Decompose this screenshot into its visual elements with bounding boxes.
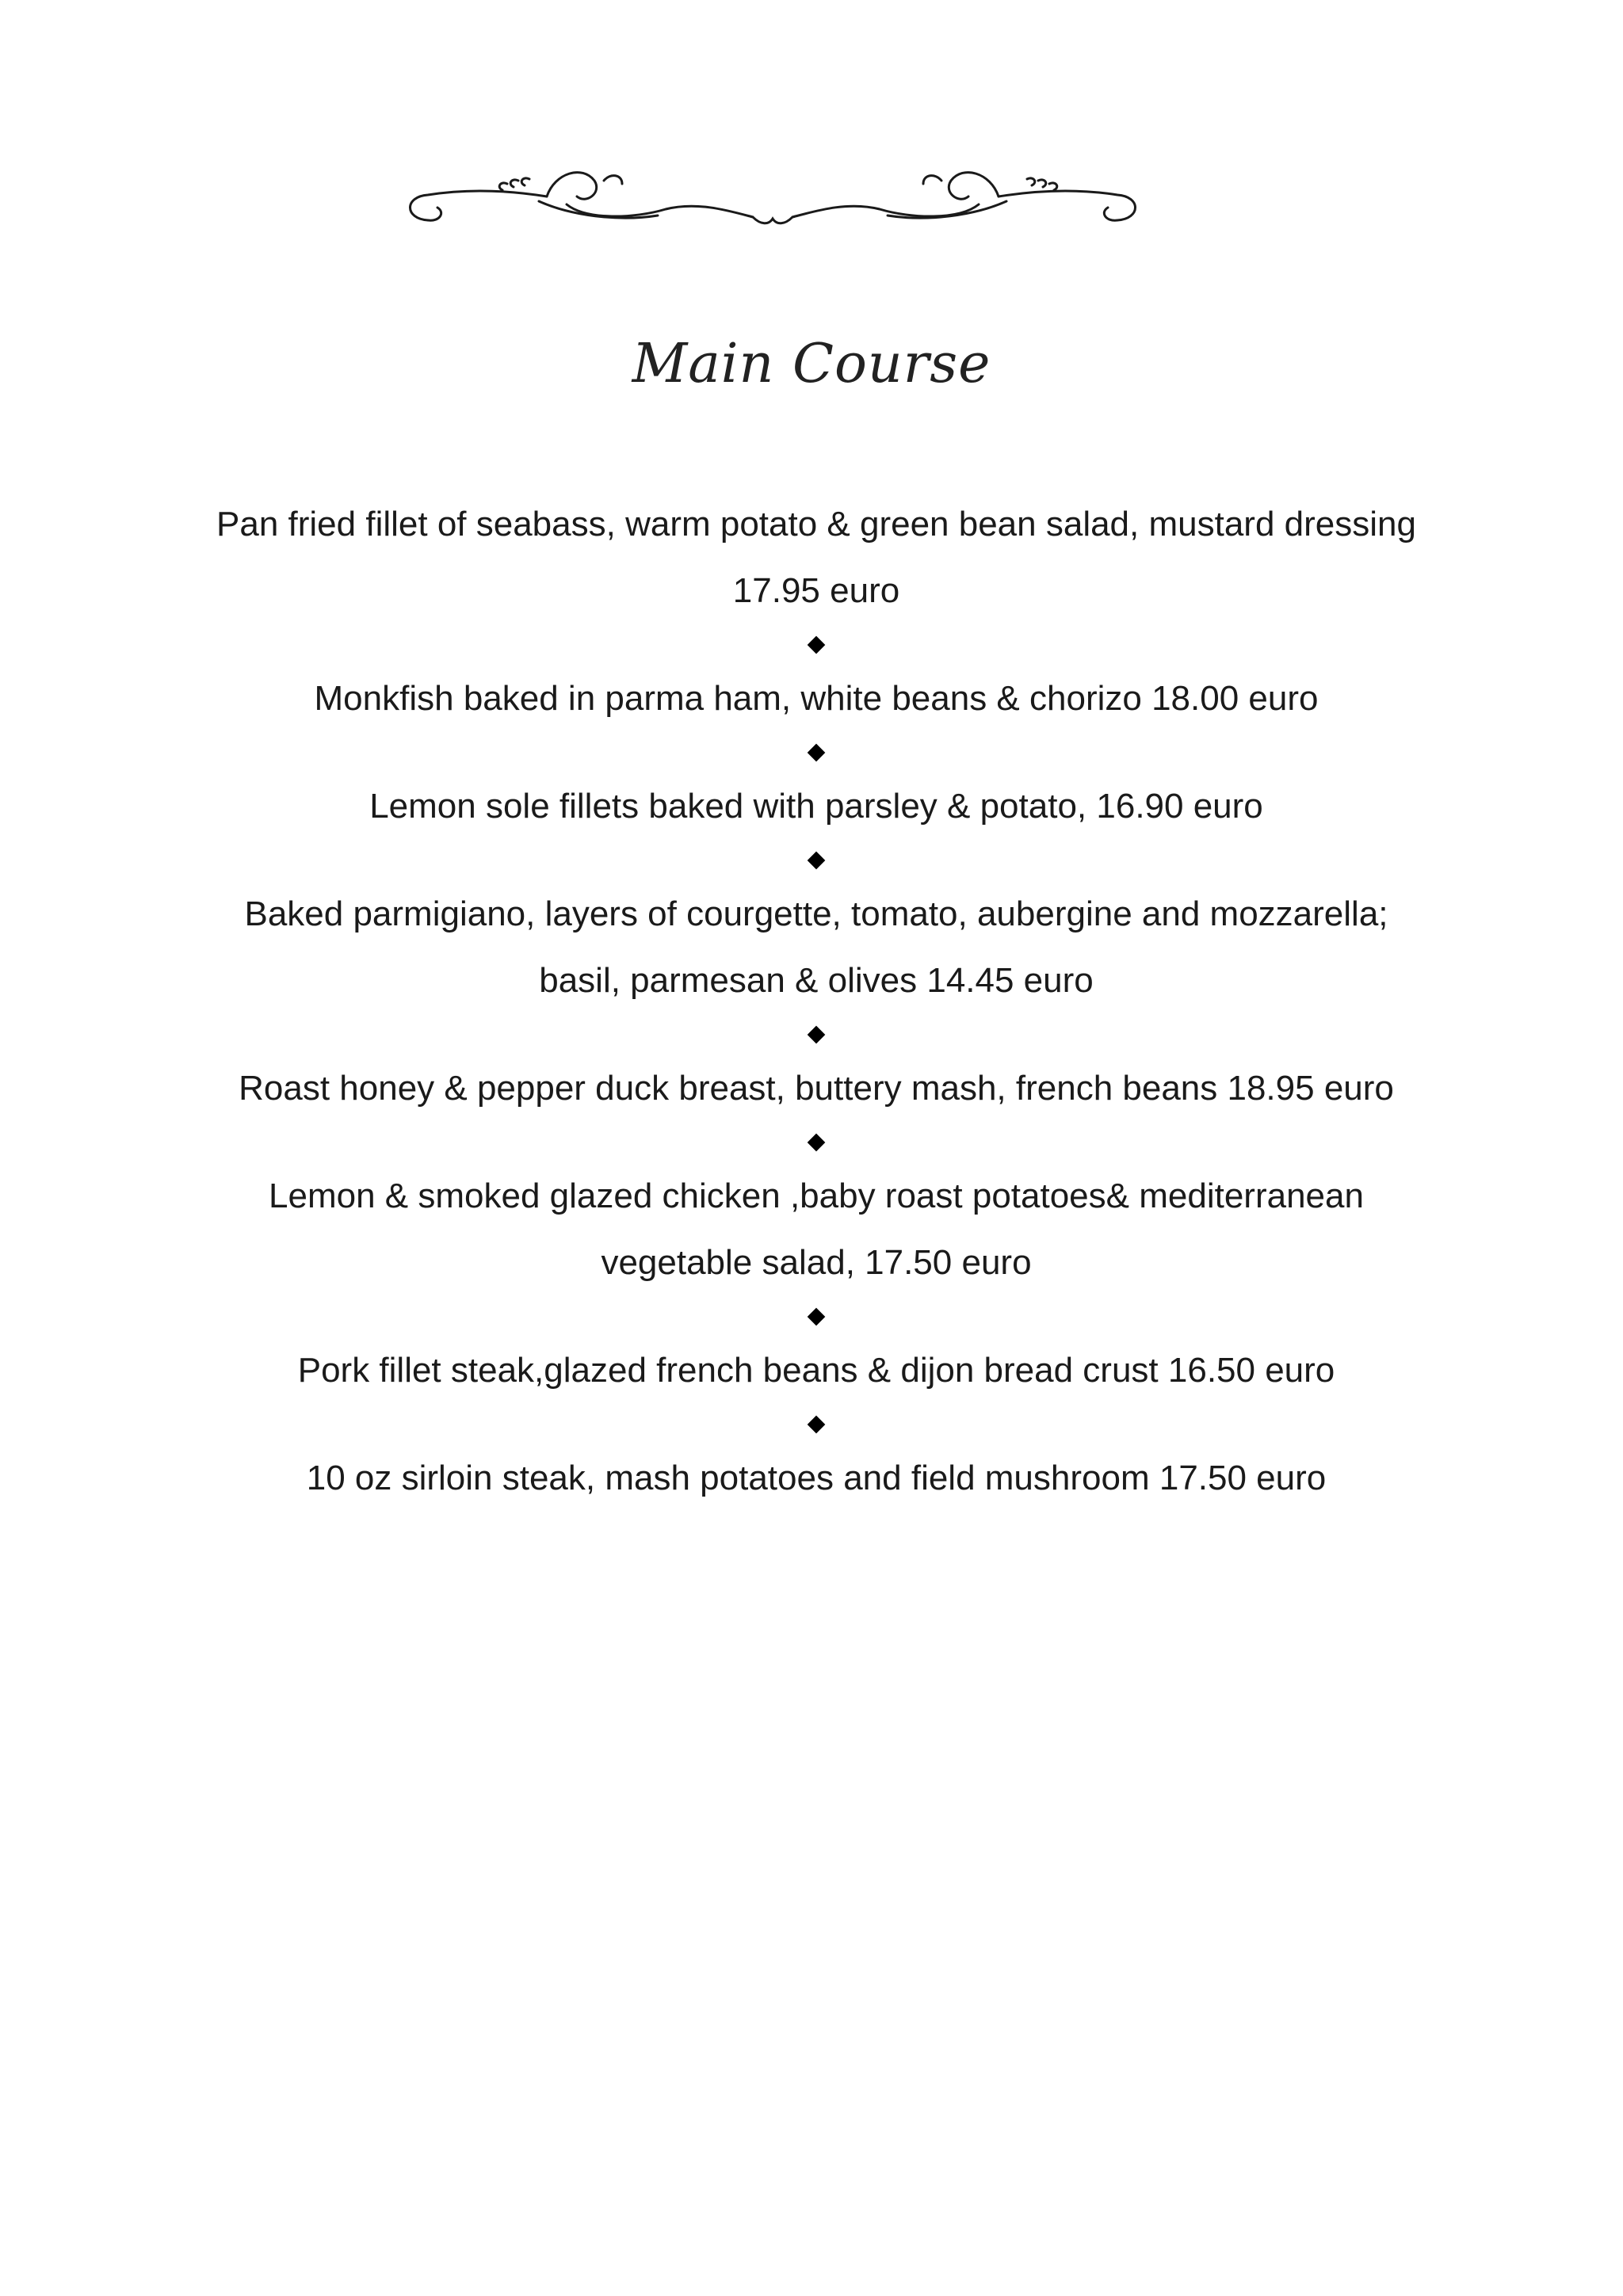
- diamond-icon: [808, 1308, 826, 1326]
- menu-item-text: Roast honey & pepper duck breast, buttery mash, french beans 18.95 euro: [239, 1069, 1394, 1108]
- separator: [103, 624, 1529, 666]
- diamond-icon: [808, 636, 826, 654]
- diamond-icon: [808, 1026, 826, 1044]
- menu-item-text: Baked parmigiano, layers of courgette, tomato, aubergine and mozzarella;: [244, 894, 1388, 933]
- menu-item-price: 17.95 euro: [732, 571, 900, 610]
- menu-item: [103, 1337, 1529, 1404]
- menu-item-text: 10 oz sirloin steak, mash potatoes and field mushroom 17.50 euro: [306, 1459, 1327, 1497]
- menu-item-text: vegetable salad, 17.50 euro: [601, 1243, 1032, 1282]
- menu-item-text: Monkfish baked in parma ham, white beans & chorizo 18.00 euro: [314, 679, 1319, 718]
- page-title: Main Course: [632, 333, 991, 395]
- menu-item: [103, 881, 1529, 1014]
- menu-item-text: Pan fried fillet of seabass, warm potato & green bean salad, mustard dressing: [216, 505, 1416, 543]
- menu-item-text: Lemon & smoked glazed chicken ,baby roast potatoes& mediterranean: [269, 1177, 1364, 1215]
- diamond-icon: [808, 744, 826, 762]
- menu-item-text: Pork fillet steak,glazed french beans & dijon bread crust 16.50 euro: [297, 1351, 1335, 1390]
- menu-item-text: basil, parmesan & olives 14.45 euro: [539, 961, 1094, 1000]
- menu-list: [103, 491, 1529, 1512]
- separator: [103, 840, 1529, 881]
- diamond-icon: [808, 852, 826, 870]
- diamond-icon: [808, 1416, 826, 1434]
- menu-item: [103, 773, 1529, 840]
- menu-item-text: Lemon sole fillets baked with parsley & potato, 16.90 euro: [369, 787, 1263, 826]
- menu-item: [103, 1445, 1529, 1512]
- separator: [103, 732, 1529, 773]
- menu-item: [103, 1163, 1529, 1296]
- separator: [103, 1296, 1529, 1337]
- diamond-icon: [808, 1134, 826, 1152]
- menu-item: [103, 666, 1529, 732]
- menu-item: [103, 1055, 1529, 1122]
- separator: [103, 1014, 1529, 1055]
- separator: [103, 1404, 1529, 1445]
- menu-item: [103, 491, 1529, 624]
- scroll-flourish-icon: [396, 149, 1149, 236]
- separator: [103, 1122, 1529, 1163]
